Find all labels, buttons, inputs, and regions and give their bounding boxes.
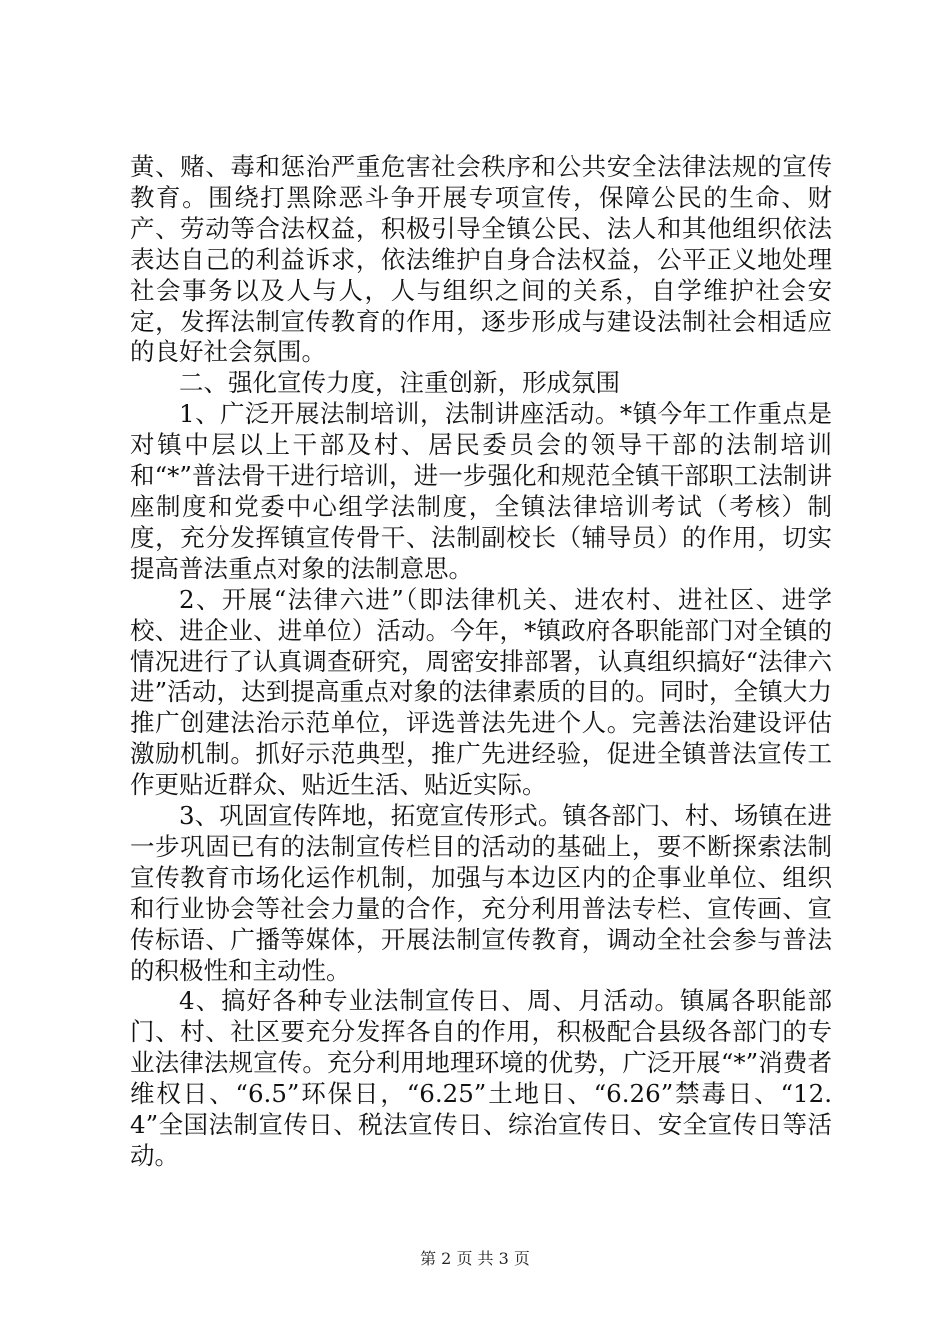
paragraph-item-2: 2、开展“法律六进”（即法律机关、进农村、进社区、进学校、进企业、进单位）活动。今年，*镇政府各职能部门对全镇的情况进行了认真调查研究，周密安排部署，认真组织搞好“法律六进”活动，达到提高重点对象的法律素质的目的。同时，全镇大力推广创建法治示范单位，评选普法先进个人。完善法治建设评估激励机制。抓好示范典型，推广先进经验，促进全镇普法宣传工作更贴近群众、贴近生活、贴近实际。 bbox=[130, 584, 832, 800]
paragraph-item-1: 1、广泛开展法制培训，法制讲座活动。*镇今年工作重点是对镇中层以上干部及村、居民委员会的领导干部的法制培训和“*”普法骨干进行培训，进一步强化和规范全镇干部职工法制讲座制度和党委中心组学法制度，全镇法律培训考试（考核）制度，充分发挥镇宣传骨干、法制副校长（辅导员）的作用，切实提高普法重点对象的法制意思。 bbox=[130, 399, 832, 583]
paragraph-item-4: 4、搞好各种专业法制宣传日、周、月活动。镇属各职能部门、村、社区要充分发挥各自的作用，积极配合县级各部门的专业法律法规宣传。充分利用地理环境的优势，广泛开展“*”消费者维权日、“6.5”环保日，“6.25”土地日、“6.26”禁毒日、“12.4”全国法制宣传日、税法宣传日、综治宣传日、安全宣传日等活动。 bbox=[130, 986, 832, 1170]
section-heading: 二、强化宣传力度，注重创新，形成氛围 bbox=[179, 368, 620, 398]
document-body bbox=[130, 152, 832, 1172]
page-number-footer: 第 2 页 共 3 页 bbox=[420, 1249, 530, 1268]
paragraph-item-3: 3、巩固宣传阵地，拓宽宣传形式。镇各部门、村、场镇在进一步巩固已有的法制宣传栏目的活动的基础上，要不断探索法制宣传教育市场化运作机制，加强与本边区内的企事业单位、组织和行业协会等社会力量的合作，充分利用普法专栏、宣传画、宣传标语、广播等媒体，开展法制宣传教育，调动全社会参与普法的积极性和主动性。 bbox=[130, 801, 832, 985]
paragraph-continuation: 黄、赌、毒和惩治严重危害社会秩序和公共安全法律法规的宣传教育。围绕打黑除恶斗争开展专项宣传，保障公民的生命、财产、劳动等合法权益，积极引导全镇公民、法人和其他组织依法表达自己的利益诉求，依法维护自身合法权益，公平正义地处理社会事务以及人与人，人与组织之间的关系，自学维护社会安定，发挥法制宣传教育的作用，逐步形成与建设法制社会相适应的良好社会氛围。 bbox=[130, 152, 832, 367]
